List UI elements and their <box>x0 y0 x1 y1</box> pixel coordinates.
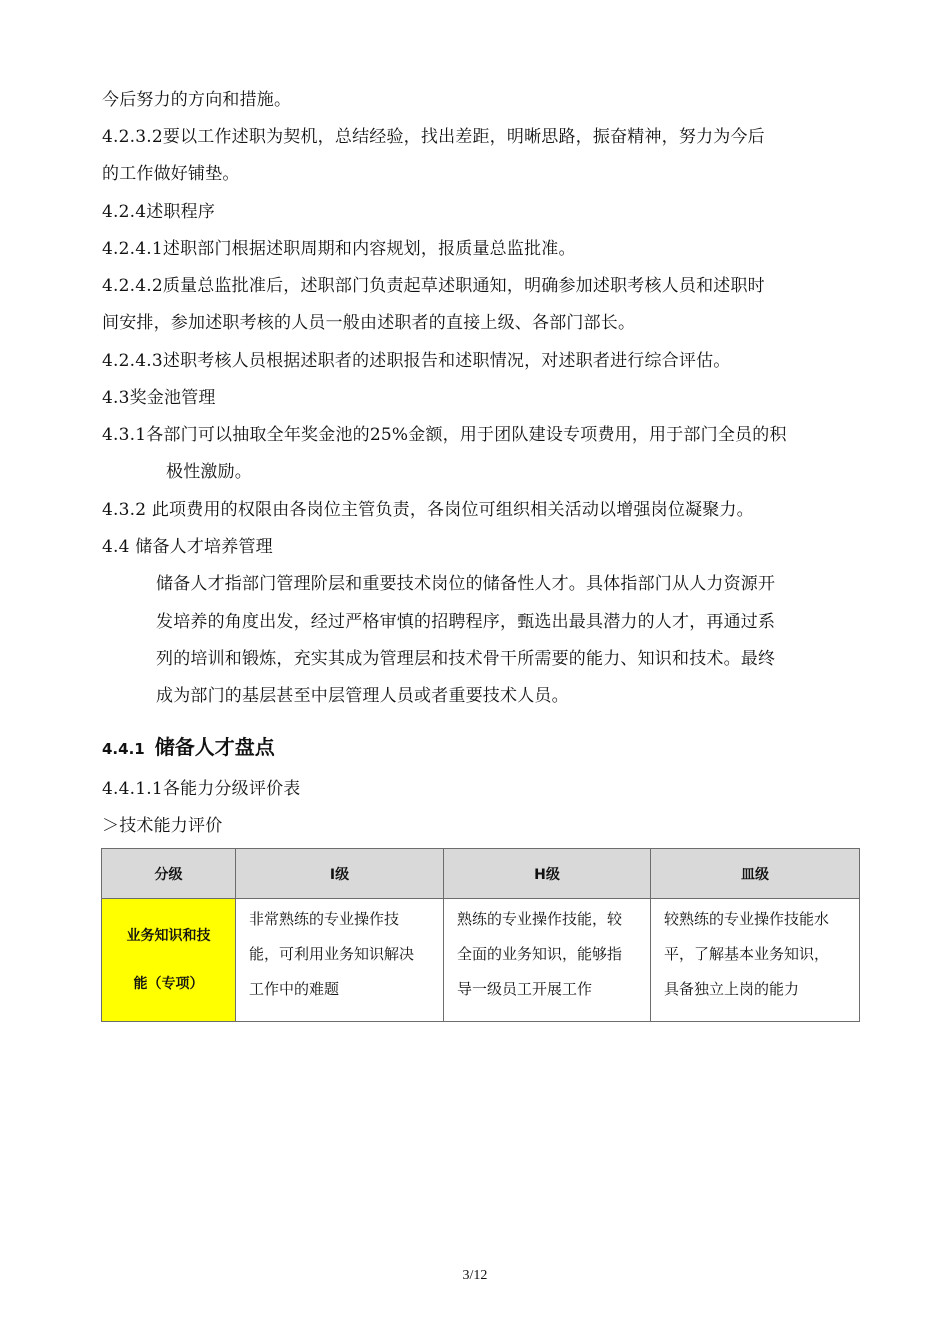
section-heading-number: 4.4.1 <box>102 740 145 758</box>
section-heading-title: 储备人才盘点 <box>154 735 275 759</box>
paragraph-line: 储备人才指部门管理阶层和重要技术岗位的储备性人才。具体指部门从人力资源开 <box>156 574 776 594</box>
cell-line: 非常熟练的专业操作技 <box>249 910 400 928</box>
table-cell <box>444 899 651 1022</box>
table-caption: 4.4.1.1各能力分级评价表 <box>102 779 301 799</box>
header-cell: 皿级 <box>651 849 860 899</box>
header-cell: 分级 <box>102 849 236 899</box>
section-line: 4.4 储备人才培养管理 <box>102 537 273 557</box>
table-row <box>102 899 860 1022</box>
table-subcaption: ＞技术能力评价 <box>102 816 223 836</box>
table-header-row <box>102 849 860 899</box>
cell-line: 熟练的专业操作技能，较 <box>457 910 623 928</box>
paragraph-line: 成为部门的基层甚至中层管理人员或者重要技术人员。 <box>156 686 569 706</box>
paragraph-line: 4.2.3.2要以工作述职为契机，总结经验，找出差距，明晰思路，振奋精神，努力为今后 <box>102 127 765 147</box>
ability-grading-table <box>101 848 860 1022</box>
section-line: 4.3奖金池管理 <box>102 388 216 408</box>
table-cell <box>236 899 444 1022</box>
section-line: 4.2.4述职程序 <box>102 202 216 222</box>
paragraph-line: 发培养的角度出发，经过严格审慎的招聘程序，甄选出最具潜力的人才，再通过系 <box>156 612 776 632</box>
paragraph-line: 列的培训和锻炼，充实其成为管理层和技术骨干所需要的能力、知识和技术。最终 <box>156 649 776 669</box>
paragraph-line: 的工作做好铺垫。 <box>102 164 240 184</box>
paragraph-line: 4.2.4.2质量总监批准后，述职部门负责起草述职通知，明确参加述职考核人员和述职时 <box>102 276 765 296</box>
cell-line: 较熟练的专业操作技能水 <box>664 910 830 928</box>
cell-line: 平，了解基本业务知识， <box>664 945 830 963</box>
paragraph-line: 间安排，参加述职考核的人员一般由述职者的直接上级、各部门部长。 <box>102 313 636 333</box>
paragraph-line: 4.2.4.1述职部门根据述职周期和内容规划，报质量总监批准。 <box>102 239 576 259</box>
cell-line: 能，可利用业务知识解决 <box>249 945 415 963</box>
paragraph-line: 4.2.4.3述职考核人员根据述职者的述职报告和述职情况，对述职者进行综合评估。 <box>102 351 731 371</box>
page-number: 3/12 <box>462 1268 488 1283</box>
cell-line: 全面的业务知识，能够指 <box>457 945 623 963</box>
cell-line: 工作中的难题 <box>249 980 340 998</box>
header-cell: I级 <box>236 849 444 899</box>
row-label-cell <box>102 899 236 1022</box>
paragraph-line: 极性激励。 <box>166 462 252 482</box>
section-heading <box>102 733 275 763</box>
header-cell: H级 <box>444 849 651 899</box>
paragraph-line: 4.3.1各部门可以抽取全年奖金池的25%金额，用于团队建设专项费用，用于部门全员的积 <box>102 425 787 445</box>
paragraph-line: 4.3.2 此项费用的权限由各岗位主管负责，各岗位可组织相关活动以增强岗位凝聚力。 <box>102 500 754 520</box>
paragraph-line: 今后努力的方向和措施。 <box>102 90 292 110</box>
row-label-line: 能（专项） <box>133 976 204 992</box>
table-cell <box>651 899 860 1022</box>
row-label-line: 业务知识和技 <box>126 928 211 944</box>
cell-line: 导一级员工开展工作 <box>457 980 593 998</box>
cell-line: 具备独立上岗的能力 <box>664 980 800 998</box>
